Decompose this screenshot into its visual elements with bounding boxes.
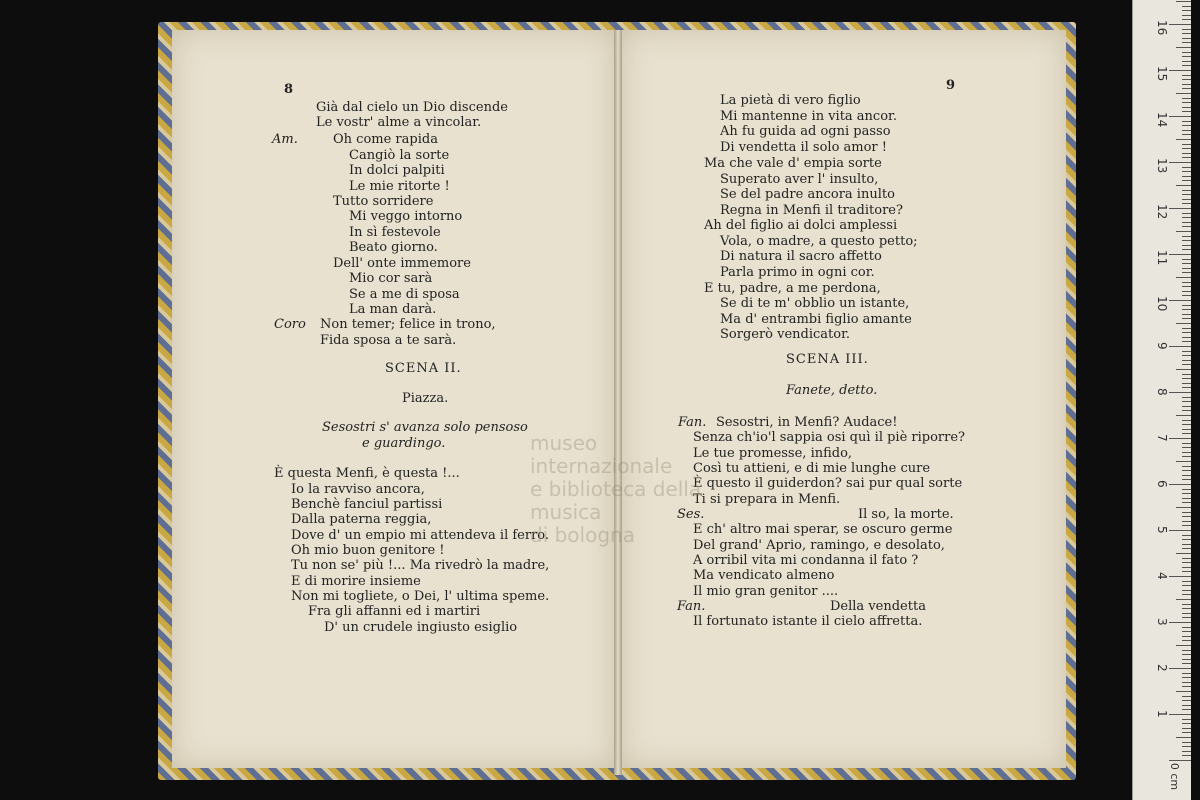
ruler-tick <box>1182 263 1191 264</box>
right-page-text-line: Di natura il sacro affetto <box>720 249 882 264</box>
left-page-text-line: Non mi togliete, o Dei, l' ultima speme. <box>291 589 550 604</box>
ruler-tick <box>1182 479 1191 480</box>
ruler-tick <box>1176 507 1191 508</box>
ruler-tick <box>1182 144 1191 145</box>
ruler-tick <box>1182 604 1191 605</box>
ruler-tick <box>1182 364 1191 365</box>
library-watermark <box>530 432 720 547</box>
left-page-number: 8 <box>284 82 294 97</box>
ruler-tick <box>1182 79 1191 80</box>
ruler-tick <box>1182 401 1191 402</box>
right-page-text-line: Senza ch'io'l sappia osi quì il piè riporre? <box>693 430 966 445</box>
ruler-tick <box>1169 70 1191 71</box>
right-page-text-line: Così tu attieni, e di mie lunghe cure <box>693 461 931 476</box>
left-page-text-line: Beato giorno. <box>349 240 438 255</box>
ruler-tick <box>1182 10 1191 11</box>
right-page-text-line: Regna in Menfi il traditore? <box>720 203 903 218</box>
left-page-text-line: Se a me di sposa <box>349 287 460 302</box>
ruler-tick <box>1182 608 1191 609</box>
ruler-tick <box>1182 222 1191 223</box>
left-page-text-line: Sesostri s' avanza solo pensoso <box>322 420 528 435</box>
ruler-tick <box>1182 98 1191 99</box>
ruler-tick <box>1176 323 1191 324</box>
ruler-number: 6 <box>1155 480 1169 488</box>
right-page-text-line: Di vendetta il solo amor ! <box>720 140 888 155</box>
ruler-tick <box>1182 502 1191 503</box>
left-page-text-line: Già dal cielo un Dio discende <box>316 100 508 115</box>
ruler-tick <box>1176 737 1191 738</box>
ruler-tick <box>1182 65 1191 66</box>
right-page-text-line: Ma che vale d' empia sorte <box>704 156 882 171</box>
right-page-text-line: Parla primo in ogni cor. <box>720 265 875 280</box>
ruler-tick <box>1169 254 1191 255</box>
ruler-tick <box>1182 236 1191 237</box>
ruler-tick <box>1169 530 1191 531</box>
ruler-tick <box>1182 291 1191 292</box>
ruler-tick <box>1182 410 1191 411</box>
ruler-number: 8 <box>1155 388 1169 396</box>
ruler-tick <box>1182 443 1191 444</box>
ruler-tick <box>1182 29 1191 30</box>
left-page-text-line: Oh mio buon genitore ! <box>291 543 445 558</box>
ruler-tick <box>1169 484 1191 485</box>
ruler-tick <box>1182 470 1191 471</box>
left-page-text-line: La man darà. <box>349 302 437 317</box>
ruler-tick <box>1182 190 1191 191</box>
ruler-tick <box>1169 622 1191 623</box>
ruler-tick <box>1182 125 1191 126</box>
right-page-text-line: Mi mantenne in vita ancor. <box>720 109 897 124</box>
ruler-tick <box>1169 760 1191 761</box>
ruler-number: 4 <box>1155 572 1169 580</box>
right-page-text-line: Fanete, detto. <box>786 383 878 398</box>
left-page-text-line: È questa Menfi, è questa !... <box>274 466 460 481</box>
right-page-number: 9 <box>946 78 956 93</box>
ruler-tick <box>1169 392 1191 393</box>
right-page-text-line: La pietà di vero figlio <box>720 93 861 108</box>
ruler-tick <box>1182 466 1191 467</box>
ruler-tick <box>1182 558 1191 559</box>
ruler-number: 9 <box>1155 342 1169 350</box>
ruler-tick <box>1182 249 1191 250</box>
ruler-tick <box>1182 199 1191 200</box>
ruler-tick <box>1176 185 1191 186</box>
right-page-text-line: Del grand' Aprio, ramingo, e desolato, <box>693 538 945 553</box>
ruler-tick <box>1182 525 1191 526</box>
right-page-text-line: E ch' altro mai sperar, se oscuro germe <box>693 522 953 537</box>
right-page-text-line: Sorgerò vendicator. <box>720 327 851 342</box>
ruler-tick <box>1182 696 1191 697</box>
ruler-number: 14 <box>1155 112 1169 128</box>
ruler-tick <box>1182 424 1191 425</box>
ruler-tick <box>1182 475 1191 476</box>
ruler-tick <box>1182 732 1191 733</box>
ruler-tick <box>1182 751 1191 752</box>
ruler-number: 13 <box>1155 158 1169 174</box>
ruler-tick <box>1182 130 1191 131</box>
ruler-tick <box>1182 700 1191 701</box>
ruler-tick <box>1182 61 1191 62</box>
ruler-tick <box>1182 571 1191 572</box>
ruler-number: 15 <box>1155 66 1169 82</box>
right-page-text-line: Le tue promesse, infido, <box>693 446 853 461</box>
ruler-tick <box>1182 723 1191 724</box>
ruler-tick <box>1182 659 1191 660</box>
ruler-tick <box>1182 111 1191 112</box>
ruler-tick <box>1182 512 1191 513</box>
ruler-tick <box>1182 548 1191 549</box>
ruler-tick <box>1182 755 1191 756</box>
left-page-text-line: Le mie ritorte ! <box>349 179 450 194</box>
ruler-number: 2 <box>1155 664 1169 672</box>
ruler-tick <box>1182 631 1191 632</box>
ruler-number: 12 <box>1155 204 1169 220</box>
right-page-text-line: Il fortunato istante il cielo affretta. <box>693 614 923 629</box>
ruler-tick <box>1182 56 1191 57</box>
ruler-tick <box>1182 746 1191 747</box>
ruler-number: 3 <box>1155 618 1169 626</box>
right-page-text-line: Ti si prepara in Menfi. <box>693 492 841 507</box>
ruler-tick <box>1182 176 1191 177</box>
ruler-tick <box>1182 535 1191 536</box>
ruler-tick <box>1182 351 1191 352</box>
ruler-tick <box>1182 613 1191 614</box>
ruler-tick <box>1182 341 1191 342</box>
ruler-tick <box>1176 369 1191 370</box>
ruler-tick <box>1182 742 1191 743</box>
ruler-tick <box>1169 346 1191 347</box>
left-page-text-line: E di morire insieme <box>291 574 421 589</box>
ruler-tick <box>1182 318 1191 319</box>
ruler-tick <box>1182 654 1191 655</box>
ruler-tick <box>1182 374 1191 375</box>
left-page-text-line: Dell' onte immemore <box>333 256 471 271</box>
ruler-tick <box>1176 139 1191 140</box>
right-page-text-line: È questo il guiderdon? sai pur qual sorte <box>693 476 963 491</box>
ruler-tick <box>1176 461 1191 462</box>
ruler-tick <box>1182 121 1191 122</box>
ruler-tick <box>1182 640 1191 641</box>
ruler-tick <box>1182 42 1191 43</box>
left-page-text-line: Fida sposa a te sarà. <box>320 333 457 348</box>
ruler-tick <box>1182 585 1191 586</box>
ruler-tick <box>1182 709 1191 710</box>
left-page-text-line: In sì festevole <box>349 225 441 240</box>
ruler-tick <box>1182 314 1191 315</box>
ruler-tick <box>1182 498 1191 499</box>
ruler-tick <box>1182 268 1191 269</box>
left-page-text-line: Le vostr' alme a vincolar. <box>316 115 482 130</box>
ruler-tick <box>1182 429 1191 430</box>
left-page-text-line: Mi veggo intorno <box>349 209 463 224</box>
watermark-line: e biblioteca della musica <box>530 477 702 524</box>
ruler-tick <box>1182 194 1191 195</box>
ruler-tick <box>1169 162 1191 163</box>
right-page-text-line: E tu, padre, a me perdona, <box>704 281 881 296</box>
ruler-tick <box>1176 553 1191 554</box>
ruler-tick <box>1182 52 1191 53</box>
watermark-line: museo internazionale <box>530 431 673 478</box>
ruler-tick <box>1182 259 1191 260</box>
ruler-tick <box>1169 668 1191 669</box>
ruler-tick <box>1182 397 1191 398</box>
right-page-text-line: Superato aver l' insulto, <box>720 172 879 187</box>
ruler-tick <box>1182 88 1191 89</box>
ruler-tick <box>1182 309 1191 310</box>
ruler-tick <box>1182 75 1191 76</box>
left-page-text-line: e guardingo. <box>362 436 446 451</box>
ruler-tick <box>1182 171 1191 172</box>
ruler-tick <box>1182 544 1191 545</box>
ruler-tick <box>1176 231 1191 232</box>
ruler-tick <box>1182 456 1191 457</box>
right-page-text-line: Ah del figlio ai dolci amplessi <box>704 218 898 233</box>
left-page-text-line: Cangiò la sorte <box>349 148 450 163</box>
ruler-tick <box>1182 516 1191 517</box>
ruler-tick <box>1182 594 1191 595</box>
ruler-tick <box>1182 677 1191 678</box>
ruler-tick <box>1182 167 1191 168</box>
ruler-tick <box>1182 272 1191 273</box>
left-page-text-line: Io la ravviso ancora, <box>291 482 425 497</box>
ruler-tick <box>1182 489 1191 490</box>
ruler-tick <box>1182 107 1191 108</box>
ruler-tick <box>1182 447 1191 448</box>
ruler-tick <box>1169 208 1191 209</box>
ruler-tick <box>1182 406 1191 407</box>
left-page-text-line: Dove d' un empio mi attendeva il ferro. <box>291 528 550 543</box>
ruler-tick <box>1169 714 1191 715</box>
ruler-tick <box>1182 180 1191 181</box>
ruler-tick <box>1182 19 1191 20</box>
ruler-number: 11 <box>1155 250 1169 266</box>
ruler-tick <box>1182 33 1191 34</box>
ruler-tick <box>1182 157 1191 158</box>
ruler-number: 1 <box>1155 710 1169 718</box>
ruler-tick <box>1182 493 1191 494</box>
ruler-tick <box>1182 452 1191 453</box>
left-page-text-line: Coro <box>274 317 306 332</box>
right-page-text-line: Fan. <box>677 599 706 614</box>
left-page-text-line: Oh come rapida <box>333 132 438 147</box>
ruler-unit: 0 cm <box>1168 762 1182 791</box>
left-page-text-line: In dolci palpiti <box>349 163 445 178</box>
ruler-tick <box>1169 438 1191 439</box>
ruler-tick <box>1182 305 1191 306</box>
right-page-text-line: A orribil vita mi condanna il fato ? <box>693 553 919 568</box>
ruler-tick <box>1182 567 1191 568</box>
right-page-text-line: Vola, o madre, a questo petto; <box>720 234 918 249</box>
left-page-text-line: Dalla paterna reggia, <box>291 512 432 527</box>
ruler-tick <box>1182 213 1191 214</box>
ruler-tick <box>1182 686 1191 687</box>
left-page-text-line: Tutto sorridere <box>333 194 434 209</box>
ruler-tick <box>1182 420 1191 421</box>
watermark-line: di bologna <box>530 523 635 547</box>
ruler-tick <box>1182 627 1191 628</box>
ruler-tick <box>1182 521 1191 522</box>
ruler-tick <box>1182 539 1191 540</box>
ruler-tick <box>1182 38 1191 39</box>
ruler-tick <box>1182 387 1191 388</box>
ruler-tick <box>1182 663 1191 664</box>
ruler-tick <box>1169 576 1191 577</box>
ruler-tick <box>1182 360 1191 361</box>
measurement-ruler <box>1132 0 1191 800</box>
ruler-tick <box>1182 337 1191 338</box>
ruler-tick <box>1182 203 1191 204</box>
left-page-text-line: SCENA II. <box>385 361 462 376</box>
right-page-text-line: Della vendetta <box>830 599 926 614</box>
left-page-text-line: Non temer; felice in trono, <box>320 317 496 332</box>
ruler-tick <box>1182 355 1191 356</box>
ruler-tick <box>1182 217 1191 218</box>
ruler-tick <box>1182 705 1191 706</box>
ruler-tick <box>1182 433 1191 434</box>
book-spine <box>614 30 622 775</box>
ruler-tick <box>1182 240 1191 241</box>
ruler-tick <box>1182 728 1191 729</box>
ruler-tick <box>1182 682 1191 683</box>
ruler-tick <box>1176 599 1191 600</box>
right-page-text-line: Il mio gran genitor .... <box>693 584 839 599</box>
right-page-text-line: Fan. <box>678 415 707 430</box>
ruler-tick <box>1176 691 1191 692</box>
ruler-tick <box>1176 47 1191 48</box>
ruler-tick <box>1182 332 1191 333</box>
right-page-text-line: Ma d' entrambi figlio amante <box>720 312 912 327</box>
right-page-text-line: SCENA III. <box>786 352 869 367</box>
ruler-tick <box>1182 282 1191 283</box>
ruler-tick <box>1182 378 1191 379</box>
ruler-number: 7 <box>1155 434 1169 442</box>
ruler-tick <box>1182 581 1191 582</box>
right-page-text-line: Sesostri, in Menfi? Audace! <box>716 415 898 430</box>
ruler-tick <box>1176 1 1191 2</box>
ruler-tick <box>1169 300 1191 301</box>
ruler-tick <box>1182 673 1191 674</box>
ruler-tick <box>1169 24 1191 25</box>
ruler-tick <box>1182 650 1191 651</box>
ruler-tick <box>1182 286 1191 287</box>
ruler-tick <box>1176 277 1191 278</box>
right-page-text-line: Ma vendicato almeno <box>693 568 835 583</box>
right-page-text-line: Ah fu guida ad ogni passo <box>720 124 891 139</box>
ruler-number: 5 <box>1155 526 1169 534</box>
ruler-tick <box>1182 590 1191 591</box>
left-page-text-line: D' un crudele ingiusto esiglio <box>324 620 518 635</box>
ruler-tick <box>1176 93 1191 94</box>
ruler-tick <box>1182 226 1191 227</box>
left-page-text-line: Mio cor sarà <box>349 271 433 286</box>
ruler-tick <box>1169 116 1191 117</box>
ruler-tick <box>1182 148 1191 149</box>
right-page-text-line: Il so, la morte. <box>858 507 954 522</box>
ruler-tick <box>1182 617 1191 618</box>
ruler-tick <box>1182 245 1191 246</box>
ruler-tick <box>1182 328 1191 329</box>
right-page-text-line: Ses. <box>677 507 705 522</box>
ruler-tick <box>1182 15 1191 16</box>
left-page-text-line: Benchè fanciul partissi <box>291 497 443 512</box>
right-page-text-line: Se del padre ancora inulto <box>720 187 895 202</box>
ruler-tick <box>1176 415 1191 416</box>
ruler-tick <box>1182 383 1191 384</box>
ruler-number: 16 <box>1155 20 1169 36</box>
ruler-tick <box>1182 636 1191 637</box>
ruler-tick <box>1182 562 1191 563</box>
ruler-tick <box>1182 153 1191 154</box>
ruler-tick <box>1182 102 1191 103</box>
ruler-tick <box>1182 719 1191 720</box>
ruler-tick <box>1182 6 1191 7</box>
left-page-text-line: Fra gli affanni ed i martiri <box>308 604 481 619</box>
ruler-tick <box>1182 84 1191 85</box>
right-page-text-line: Se di te m' obblio un istante, <box>720 296 910 311</box>
left-page-text-line: Piazza. <box>402 391 449 406</box>
ruler-number: 10 <box>1155 296 1169 312</box>
ruler-tick <box>1182 295 1191 296</box>
left-page-text-line: Am. <box>272 132 298 147</box>
left-page-text-line: Tu non se' più !... Ma rivedrò la madre, <box>291 558 550 573</box>
ruler-tick <box>1182 134 1191 135</box>
ruler-tick <box>1176 645 1191 646</box>
